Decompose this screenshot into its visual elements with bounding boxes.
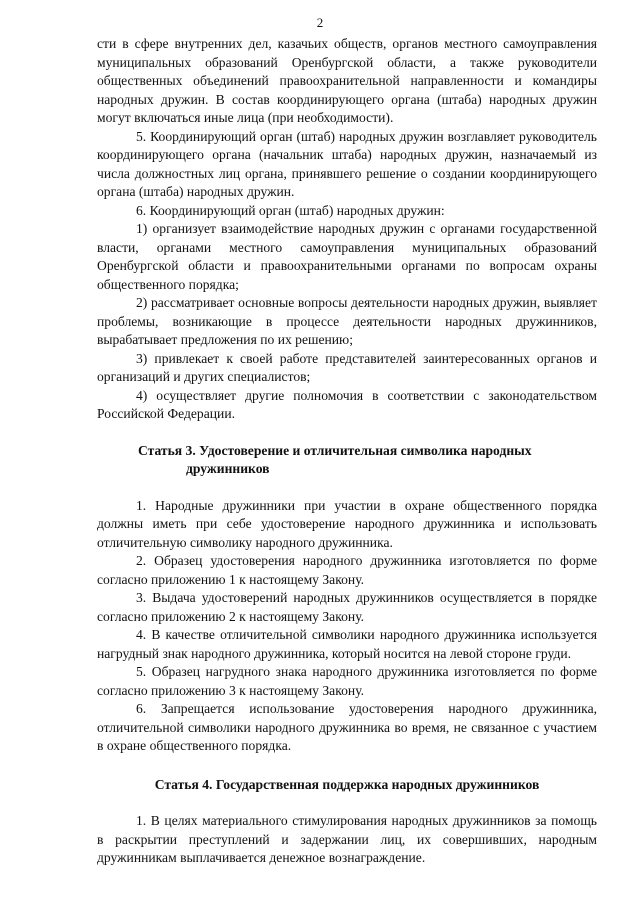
document-body	[97, 35, 597, 868]
article-3-paragraph-6: 6. Запрещается использование удостоверения народного дружинника, отличительной символики народного дружинника во время, не связанное с участием в охране общественного порядка.	[97, 701, 597, 753]
paragraph-continuation: сти в сфере внутренних дел, казачьих обществ, органов местного самоуправления муниципальных образований Оренбургской области, а также руководители общественных объединений правоохранительной направленности и командиры народных дружин. В состав координирующего органа (штаба) народных дружин могут включаться иные лица (при необходимости).	[97, 36, 597, 125]
subitem-4: 4) осуществляет другие полномочия в соответствии с законодательством Российской Федерации.	[97, 387, 597, 421]
article-3-title-line2: дружинников	[186, 461, 270, 476]
subitem-3: 3) привлекает к своей работе представителей заинтересованных органов и организаций и других специалистов;	[97, 350, 597, 384]
subitem-1: 1) организует взаимодействие народных дружин с органами государственной власти, органами местного самоуправления муниципальных образований Оренбургской области и правоохранительными органами по вопросам охраны общественного порядка;	[97, 221, 597, 292]
article-4-paragraph-1: 1. В целях материального стимулирования народных дружинников за помощь в раскрытии преступлений и задержании лиц, их совершивших, народным дружинникам выплачивается денежное вознаграждение.	[97, 813, 597, 865]
article-3-paragraph-1: 1. Народные дружинники при участии в охране общественного порядка должны иметь при себе удостоверение народного дружинника и использовать отличительную символику народного дружинника.	[97, 497, 597, 550]
article-4-heading: Статья 4. Государственная поддержка народных дружинников	[154, 776, 540, 792]
subitem-2: 2) рассматривает основные вопросы деятельности народных дружин, выявляет проблемы, возникающие в процессе деятельности народных дружинников, вырабатывает предложения по их решению;	[97, 295, 597, 347]
article-3-paragraph-3: 3. Выдача удостоверений народных дружинников осуществляется в порядке согласно приложению 2 к настоящему Закону.	[97, 590, 597, 624]
paragraph-item-5: 5. Координирующий орган (штаб) народных дружин возглавляет руководитель координирующего органа (начальник штаба) народных дружин, назначаемый из числа должностных лиц органа, принявшего решение о создании координирующего органа (штаба) народных дружин.	[97, 128, 597, 199]
page-number: 2	[316, 15, 324, 30]
paragraph-item-6: 6. Координирующий орган (штаб) народных дружин:	[136, 202, 445, 218]
article-3-title-line1: Статья 3. Удостоверение и отличительная символика народных	[138, 442, 532, 458]
article-3-paragraph-2: 2. Образец удостоверения народного дружинника изготовляется по форме согласно приложению 1 к настоящему Закону.	[97, 553, 597, 587]
article-3-paragraph-5: 5. Образец нагрудного знака народного дружинника изготовляется по форме согласно приложению 3 к настоящему Закону.	[97, 664, 597, 698]
article-3-heading	[97, 442, 597, 479]
article-3-paragraph-4: 4. В качестве отличительной символики народного дружинника используется нагрудный знак народного дружинника, который носится на левой стороне груди.	[97, 627, 597, 661]
